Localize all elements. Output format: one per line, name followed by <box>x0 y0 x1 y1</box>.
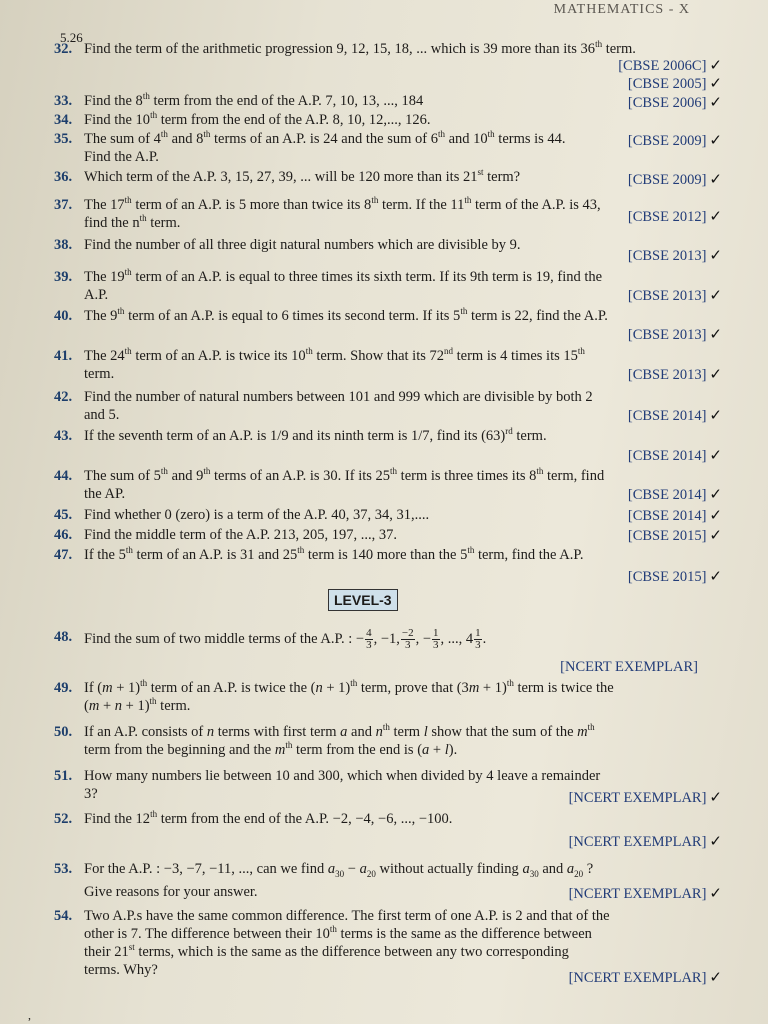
source-tag: [CBSE 2013] ✓ <box>627 367 722 383</box>
source-tag: [CBSE 2009] ✓ <box>627 133 722 149</box>
question-text: If $(m + 1)^{th}$ term of an A.P. is twice the $(n + 1)^{th}$ term, prove that $(3m + 1)^{th}$ term is twice the $(m + n + 1)^{th}$ term. <box>84 678 614 714</box>
tick-mark-icon: ✓ <box>709 209 722 225</box>
question-35 <box>54 130 708 166</box>
source-tag: [CBSE 2012] ✓ <box>627 209 722 225</box>
source-tag: [NCERT EXEMPLAR] ✓ <box>568 834 722 850</box>
source-tag: [CBSE 2005] ✓ <box>627 76 722 92</box>
source-tag: [CBSE 2006C] ✓ <box>618 58 722 74</box>
question-33 <box>54 92 708 110</box>
tick-mark-icon: ✓ <box>709 790 722 806</box>
page-number: 5.26 <box>60 30 83 45</box>
level-heading: LEVEL-3 <box>328 589 398 611</box>
tick-mark-icon: ✓ <box>709 508 722 524</box>
question-number: 47. <box>54 547 73 563</box>
question-text: The 19th term of an A.P. is equal to three times its sixth term. If its 9th term is 19, find the A.P. <box>84 267 603 303</box>
tick-mark-icon: ✓ <box>709 528 722 544</box>
question-number: 36. <box>54 169 73 185</box>
question-number: 44. <box>54 468 73 484</box>
fraction: $\frac{4}{3}$ <box>366 627 372 651</box>
question-text: If an A.P. consists of n terms with first term a and $n^{th}$ term l show that the sum of the $m^{th}$ term from the beginning and the $m^{th}$ term from the end is (a + l). <box>84 722 595 758</box>
tick-mark-icon: ✓ <box>709 58 722 74</box>
source-tag: [NCERT EXEMPLAR] <box>560 659 698 675</box>
question-39 <box>54 268 708 304</box>
question-text: For the A.P. : −3, −7, −11, ..., can we find $a_{30} - a_{20}$ without actually finding $a_{30}$ and $a_{20}$ ? Give reasons for your answer. <box>84 861 594 900</box>
question-text: Find the number of all three digit natural numbers which are divisible by 9. <box>84 237 521 253</box>
tick-mark-icon: ✓ <box>709 133 722 149</box>
question-number: 40. <box>54 308 73 324</box>
question-text: The sum of 4th and 8th terms of an A.P. is 24 and the sum of 6th and 10th terms is 44. Find the A.P. <box>84 129 566 165</box>
question-text: Find the sum of two middle terms of the A.P. : − $\frac{4}{3}$ , −1, $\frac{-2}{3}$ , − $\frac{1}{3}$ , ..., 4 $\frac{1}{3}$ . <box>84 627 487 651</box>
source-tag: [NCERT EXEMPLAR] ✓ <box>568 970 722 986</box>
question-50 <box>54 723 708 759</box>
question-49 <box>54 679 708 715</box>
question-text: Find the number of natural numbers between 101 and 999 which are divisible by both 2 and 5. <box>84 389 593 423</box>
question-36 <box>54 168 708 186</box>
pen-mark-icon: , <box>28 1008 31 1022</box>
question-number: 35. <box>54 131 73 147</box>
tick-mark-icon: ✓ <box>709 970 722 986</box>
tick-mark-icon: ✓ <box>709 327 722 343</box>
question-text: Find the term of the arithmetic progression 9, 12, 15, 18, ... which is 39 more than its 36th term. <box>84 39 636 57</box>
question-32 <box>54 40 708 58</box>
question-42 <box>54 388 708 424</box>
question-number: 52. <box>54 811 73 827</box>
question-number: 49. <box>54 680 73 696</box>
tick-mark-icon: ✓ <box>709 95 722 111</box>
question-52 <box>54 810 708 828</box>
question-38 <box>54 236 708 254</box>
question-number: 32. <box>54 41 73 57</box>
question-45 <box>54 506 708 524</box>
tick-mark-icon: ✓ <box>709 487 722 503</box>
question-text: The sum of 5th and 9th terms of an A.P. is 30. If its 25th term is three times its 8th term, find the AP. <box>84 466 605 502</box>
source-tag: [CBSE 2014] ✓ <box>627 408 722 424</box>
question-text: How many numbers lie between 10 and 300, which when divided by 4 leave a remainder 3? <box>84 768 601 802</box>
question-number: 54. <box>54 908 73 924</box>
question-number: 42. <box>54 389 73 405</box>
question-number: 46. <box>54 527 73 543</box>
question-number: 33. <box>54 93 73 109</box>
question-number: 50. <box>54 724 73 740</box>
fraction: $\frac{1}{3}$ <box>433 627 439 651</box>
question-text: If the seventh term of an A.P. is 1/9 and its ninth term is 1/7, find its $(63)^{rd}$ term. <box>84 426 547 444</box>
source-tag: [CBSE 2014] ✓ <box>627 487 722 503</box>
question-40 <box>54 307 708 325</box>
question-41 <box>54 347 708 383</box>
tick-mark-icon: ✓ <box>709 76 722 92</box>
tick-mark-icon: ✓ <box>709 886 722 902</box>
fraction: $\frac{-2}{3}$ <box>401 627 414 651</box>
source-tag: [CBSE 2006] ✓ <box>627 95 722 111</box>
question-43 <box>54 427 708 445</box>
question-text: Find the 8th term from the end of the A.P. 7, 10, 13, ..., 184 <box>84 91 424 109</box>
question-number: 43. <box>54 428 73 444</box>
tick-mark-icon: ✓ <box>709 248 722 264</box>
source-tag: [CBSE 2015] ✓ <box>627 528 722 544</box>
question-number: 39. <box>54 269 73 285</box>
question-number: 53. <box>54 861 73 877</box>
fraction: $\frac{1}{3}$ <box>475 627 481 651</box>
running-head: MATHEMATICS - X <box>553 2 690 17</box>
source-tag: [CBSE 2015] ✓ <box>627 569 722 585</box>
question-text: The 24th term of an A.P. is twice its 10th term. Show that its 72nd term is 4 times its 15th term. <box>84 346 585 382</box>
tick-mark-icon: ✓ <box>709 834 722 850</box>
question-number: 41. <box>54 348 73 364</box>
question-text: Find the 10th term from the end of the A.P. 8, 10, 12,..., 126. <box>84 110 431 128</box>
tick-mark-icon: ✓ <box>709 288 722 304</box>
question-47 <box>54 546 708 564</box>
source-tag: [CBSE 2013] ✓ <box>627 327 722 343</box>
question-text: Two A.P.s have the same common difference. The first term of one A.P. is 2 and that of the other is 7. The difference between their 10th terms is the same as the difference between their 21st terms, which is the same as the difference between any two corresponding terms. Why? <box>84 908 610 978</box>
question-text: The 17th term of an A.P. is 5 more than twice its 8th term. If the 11th term of the A.P. is 43, find the $n^{th}$ term. <box>84 195 601 231</box>
tick-mark-icon: ✓ <box>709 569 722 585</box>
question-number: 51. <box>54 768 73 784</box>
tick-mark-icon: ✓ <box>709 367 722 383</box>
question-text: Find the 12th term from the end of the A.P. −2, −4, −6, ..., −100. <box>84 809 453 827</box>
question-44 <box>54 467 708 503</box>
question-text: The 9th term of an A.P. is equal to 6 times its second term. If its 5th term is 22, find the A.P. <box>84 306 608 324</box>
question-number: 48. <box>54 629 73 645</box>
source-tag: [CBSE 2013] ✓ <box>627 248 722 264</box>
question-number: 38. <box>54 237 73 253</box>
question-number: 34. <box>54 112 73 128</box>
question-text: Find whether 0 (zero) is a term of the A.P. 40, 37, 34, 31,.... <box>84 507 430 523</box>
tick-mark-icon: ✓ <box>709 172 722 188</box>
source-tag: [CBSE 2014] ✓ <box>627 508 722 524</box>
question-48 <box>54 628 708 651</box>
tick-mark-icon: ✓ <box>709 448 722 464</box>
source-tag: [NCERT EXEMPLAR] ✓ <box>568 886 722 902</box>
source-tag: [CBSE 2009] ✓ <box>627 172 722 188</box>
question-text: If the 5th term of an A.P. is 31 and 25th term is 140 more than the 5th term, find the A.P. <box>84 545 584 563</box>
question-text: Which term of the A.P. 3, 15, 27, 39, ... will be 120 more than its 21st term? <box>84 167 521 185</box>
source-tag: [NCERT EXEMPLAR] ✓ <box>568 790 722 806</box>
source-tag: [CBSE 2013] ✓ <box>627 288 722 304</box>
source-tag: [CBSE 2014] ✓ <box>627 448 722 464</box>
question-number: 37. <box>54 197 73 213</box>
question-46 <box>54 526 708 544</box>
question-number: 45. <box>54 507 73 523</box>
question-37 <box>54 196 708 232</box>
question-text: Find the middle term of the A.P. 213, 205, 197, ..., 37. <box>84 527 397 543</box>
question-34 <box>54 111 708 129</box>
tick-mark-icon: ✓ <box>709 408 722 424</box>
